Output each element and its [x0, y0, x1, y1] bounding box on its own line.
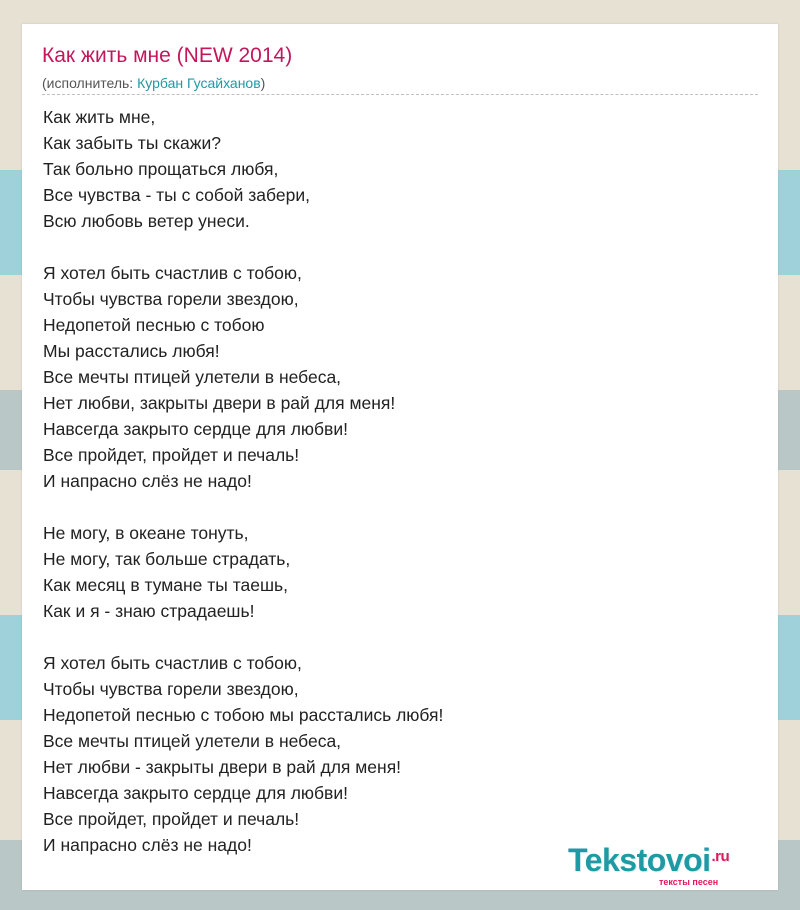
lyric-line: Навсегда закрыто сердце для любви! [43, 783, 348, 803]
lyric-line: Нет любви, закрыты двери в рай для меня! [43, 393, 396, 413]
artist-link[interactable]: Курбан Гусайханов [137, 75, 261, 91]
artist-prefix: (исполнитель: [42, 75, 138, 91]
lyric-line: Все чувства - ты с собой забери, [43, 185, 310, 205]
logo-main-text: Tekstovoi [568, 842, 711, 878]
tekstovoi-logo [568, 842, 729, 879]
title-divider [42, 94, 758, 95]
lyric-line: Все мечты птицей улетели в небеса, [43, 731, 342, 751]
lyric-line: Чтобы чувства горели звездою, [43, 679, 299, 699]
lyric-line: Я хотел быть счастлив с тобою, [43, 263, 302, 283]
lyric-line: Мы расстались любя! [43, 341, 220, 361]
lyric-line: Как жить мне, [43, 107, 156, 127]
lyric-line: Как и я - знаю страдаешь! [43, 601, 255, 621]
lyric-line: Недопетой песнью с тобою мы расстались любя! [43, 705, 444, 725]
lyric-line: Всю любовь ветер унеси. [43, 211, 250, 231]
lyric-line: Не могу, так больше страдать, [43, 549, 291, 569]
lyric-line: Все пройдет, пройдет и печаль! [43, 445, 300, 465]
artist-suffix: ) [260, 75, 266, 91]
lyrics-stanza [43, 650, 443, 858]
lyrics-stanza [43, 520, 443, 624]
song-title: Как жить мне (NEW 2014) [42, 44, 293, 67]
lyric-line: Как месяц в тумане ты таешь, [43, 575, 289, 595]
lyric-line: Как забыть ты скажи? [43, 133, 221, 153]
lyric-line: Все пройдет, пройдет и печаль! [43, 809, 300, 829]
lyrics-card [22, 24, 778, 890]
lyric-line: Навсегда закрыто сердце для любви! [43, 419, 348, 439]
lyric-line: И напрасно слёз не надо! [43, 835, 252, 855]
lyrics-body [43, 104, 443, 858]
lyric-line: Недопетой песнью с тобою [43, 315, 265, 335]
lyric-line: Нет любви - закрыты двери в рай для меня! [43, 757, 402, 777]
lyric-line: Не могу, в океане тонуть, [43, 523, 249, 543]
lyric-line: И напрасно слёз не надо! [43, 471, 252, 491]
artist-line [42, 75, 265, 91]
lyric-line: Так больно прощаться любя, [43, 159, 279, 179]
lyrics-stanza [43, 260, 443, 494]
lyric-line: Все мечты птицей улетели в небеса, [43, 367, 342, 387]
logo-tagline: тексты песен [659, 877, 719, 887]
lyric-line: Я хотел быть счастлив с тобою, [43, 653, 302, 673]
logo-tld: .ru [711, 848, 730, 865]
lyrics-stanza [43, 104, 443, 234]
lyric-line: Чтобы чувства горели звездою, [43, 289, 299, 309]
